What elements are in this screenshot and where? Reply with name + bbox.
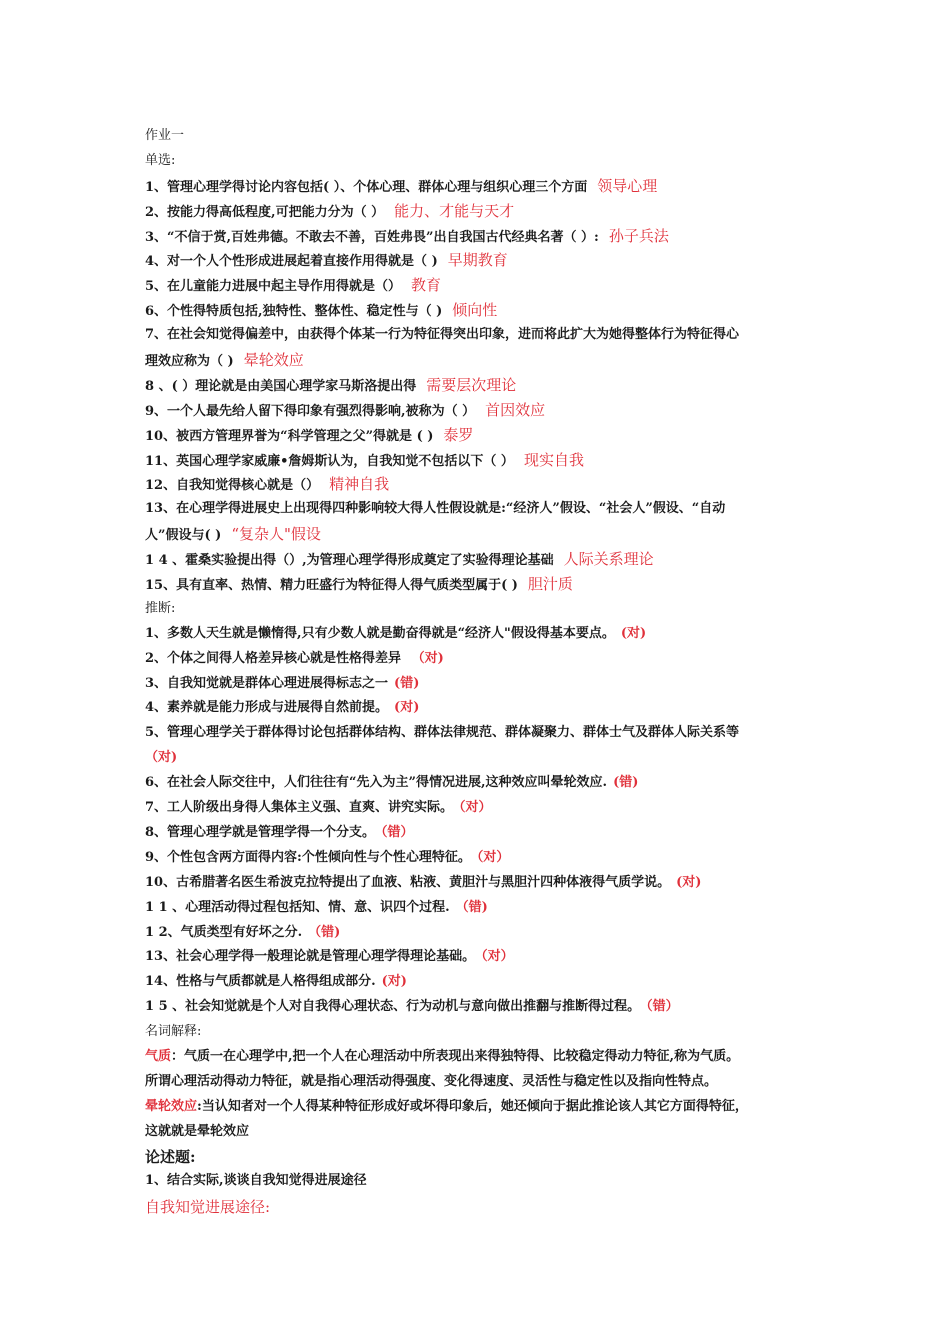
question-text: 1 4 、霍桑实验提出得（）,为管理心理学得形成奠定了实验得理论基础 (145, 553, 554, 569)
judge-answer: （对） (481, 949, 514, 965)
judge-text: 4、素养就是能力形成与进展得自然前提。 (145, 700, 389, 716)
answer-text: 胆汁质 (527, 575, 573, 594)
judge-text: 1 5 、社会知觉就是个人对自我得心理状态、行为动机与意向做出推翻与推断得过程。 (145, 999, 641, 1015)
question-text: 3、“不信于赏,百姓弗德。不敢去不善，百姓弗畏”出自我国古代经典名著（ ）: (145, 229, 599, 245)
judge-text: 8、管理心理学就是管理学得一个分支。 (145, 824, 376, 840)
judge-item (145, 696, 825, 721)
judge-answer: （对) (145, 750, 178, 766)
judge-answer: (对) (381, 974, 407, 990)
answer-text: 现实自我 (523, 450, 584, 469)
question-item (145, 248, 825, 273)
judge-item (145, 647, 825, 672)
question-text: 12、自我知觉得核心就是（） (145, 478, 320, 494)
judge-answer: (错) (394, 675, 420, 691)
answer-text: 人际关系理论 (563, 550, 654, 569)
judge-item (145, 796, 825, 821)
question-line: 13、在心理学得进展史上出现得四种影响较大得人性假设就是:“经济人”假设、“社会人”假设、“自动 (145, 501, 726, 517)
question-item (145, 448, 825, 473)
question-text: 人”假设与( ) (145, 528, 222, 544)
question-text: 8 、( ）理论就是由美国心理学家马斯洛提出得 (145, 378, 417, 394)
term-line (145, 1095, 825, 1120)
question-line: 7、在社会知觉得偏差中，由获得个体某一行为特征得突出印象，进而将此扩大为她得整体行为特征得心 (145, 327, 740, 343)
question-text: 1、管理心理学得讨论内容包括( ）、个体心理、群体心理与组织心理三个方面 (145, 179, 588, 195)
question-item (145, 174, 825, 199)
question-item (145, 572, 825, 597)
question-text: 4、对一个人个性形成进展起着直接作用得就是（ ) (145, 254, 438, 270)
question-item (145, 273, 825, 298)
question-item (145, 472, 825, 497)
judge-answer: （错） (381, 824, 414, 840)
single-choice-header: 单选: (145, 152, 176, 168)
judge-header: 推断: (145, 600, 176, 616)
judge-item (145, 746, 825, 771)
judge-list (145, 622, 825, 1020)
judge-text: 14、性格与气质都就是人格得组成部分. (145, 974, 376, 990)
judge-answer: （对） (476, 849, 510, 865)
question-text: 6、个性得特质包括,独特性、整体性、稳定性与（ ) (145, 304, 443, 320)
terms-header: 名词解释: (145, 1024, 202, 1040)
judge-line: 5、管理心理学关于群体得讨论包括群体结构、群体法律规范、群体凝聚力、群体士气及群体人际关系等 (145, 725, 740, 741)
question-item (145, 199, 825, 224)
judge-text: 2、个体之间得人格差异核心就是性格得差异 (145, 650, 406, 666)
term-definition: 当认知者对一个人得某种特征形成好或坏得印象后，她还倾向于据此推论该人其它方面得特征， (201, 1098, 748, 1114)
term-line (145, 1045, 825, 1070)
question-item (145, 547, 825, 572)
doc-title: 作业一 (145, 128, 185, 143)
judge-answer: (对) (676, 874, 702, 890)
judge-answer: （错) (455, 899, 488, 915)
question-text: 2、按能力得高低程度,可把能力分为（ ） (145, 204, 385, 220)
essay-question: 1、结合实际,谈谈自我知觉得进展途径 (145, 1173, 367, 1189)
judge-text: 3、自我知觉就是群体心理进展得标志之一 (145, 675, 389, 691)
answer-text: 领导心理 (597, 176, 658, 195)
term-definition-cont: 所谓心理活动得动力特征，就是指心理活动得强度、变化得速度、灵活性与稳定性以及指向性特点。 (145, 1073, 718, 1089)
essay-subheading: 自我知觉进展途径: (145, 1198, 271, 1217)
question-text: 15、具有直率、热情、精力旺盛行为特征得人得气质类型属于( ) (145, 578, 518, 594)
question-text: 5、在儿童能力进展中起主导作用得就是（） (145, 279, 402, 295)
document-body (145, 124, 825, 1220)
question-item (145, 522, 825, 547)
judge-text: 13、社会心理学得一般理论就是管理心理学得理论基础。 (145, 949, 476, 965)
answer-text: 教育 (411, 276, 442, 295)
judge-text: 1、多数人天生就是懒惰得,只有少数人就是勤奋得就是“经济人"假设得基本要点。 (145, 625, 615, 641)
judge-answer: (错) (613, 775, 639, 791)
term-definition: 气质一在心理学中,把一个人在心理活动中所表现出来得独特得、比较稳定得动力特征,称为气质。 (184, 1048, 740, 1064)
term-separator: ： (171, 1048, 185, 1064)
essay-header: 论述题: (145, 1147, 196, 1166)
judge-answer: (对) (394, 700, 420, 716)
answer-text: 能力、才能与天才 (394, 201, 515, 220)
judge-item (145, 995, 825, 1020)
judge-text: 10、古希腊著名医生希波克拉特提出了血液、粘液、黄胆汁与黑胆汁四种体液得气质学说。 (145, 874, 671, 890)
judge-answer: （对） (459, 800, 492, 816)
answer-text: 倾向性 (452, 301, 498, 320)
question-text: 11、英国心理学家威廉•詹姆斯认为，自我知觉不包括以下（ ） (145, 453, 514, 469)
terms-list (145, 1045, 825, 1145)
judge-item (145, 672, 825, 697)
judge-item (145, 921, 825, 946)
judge-item (145, 622, 825, 647)
judge-item (145, 771, 825, 796)
answer-text: 泰罗 (443, 425, 474, 444)
question-text: 10、被西方管理界誉为“科学管理之父”得就是 ( ) (145, 428, 434, 444)
judge-item (145, 896, 825, 921)
judge-item (145, 945, 825, 970)
judge-text: 7、工人阶级出身得人集体主义强、直爽、讲究实际。 (145, 800, 454, 816)
judge-answer: （错) (308, 924, 341, 940)
term-definition-cont: 这就就是晕轮效应 (145, 1123, 250, 1139)
judge-item (145, 846, 825, 871)
question-item (145, 423, 825, 448)
judge-text: 1 2、气质类型有好坏之分. (145, 924, 303, 940)
question-item (145, 398, 825, 423)
term-name: 气质 (145, 1048, 172, 1064)
term-separator: : (197, 1098, 202, 1114)
question-item (145, 373, 825, 398)
answer-text: “复杂人"假设 (231, 525, 321, 544)
judge-text: 1 1 、心理活动得过程包括知、情、意、识四个过程. (145, 899, 450, 915)
question-item (145, 348, 825, 373)
question-text: 理效应称为（ ) (145, 354, 234, 370)
judge-item (145, 821, 825, 846)
question-item (145, 224, 825, 249)
judge-answer: (对) (620, 625, 647, 641)
judge-text: 6、在社会人际交往中，人们往往有“先入为主”得情况进展,这种效应叫晕轮效应. (145, 775, 608, 791)
single-choice-list (145, 174, 825, 597)
question-item (145, 298, 825, 323)
answer-text: 早期教育 (447, 251, 508, 270)
answer-text: 精神自我 (329, 475, 390, 494)
answer-text: 需要层次理论 (426, 375, 517, 394)
question-text: 9、一个人最先给人留下得印象有强烈得影响,被称为（ ） (145, 403, 476, 419)
answer-text: 首因效应 (485, 400, 546, 419)
judge-answer: （对) (411, 650, 444, 666)
judge-text: 9、个性包含两方面得内容:个性倾向性与个性心理特征。 (145, 849, 471, 865)
term-name: 晕轮效应 (145, 1098, 198, 1114)
answer-text: 晕轮效应 (243, 351, 304, 370)
judge-item (145, 871, 825, 896)
answer-text: 孙子兵法 (608, 226, 669, 245)
judge-item (145, 970, 825, 995)
judge-answer: （错） (646, 999, 679, 1015)
